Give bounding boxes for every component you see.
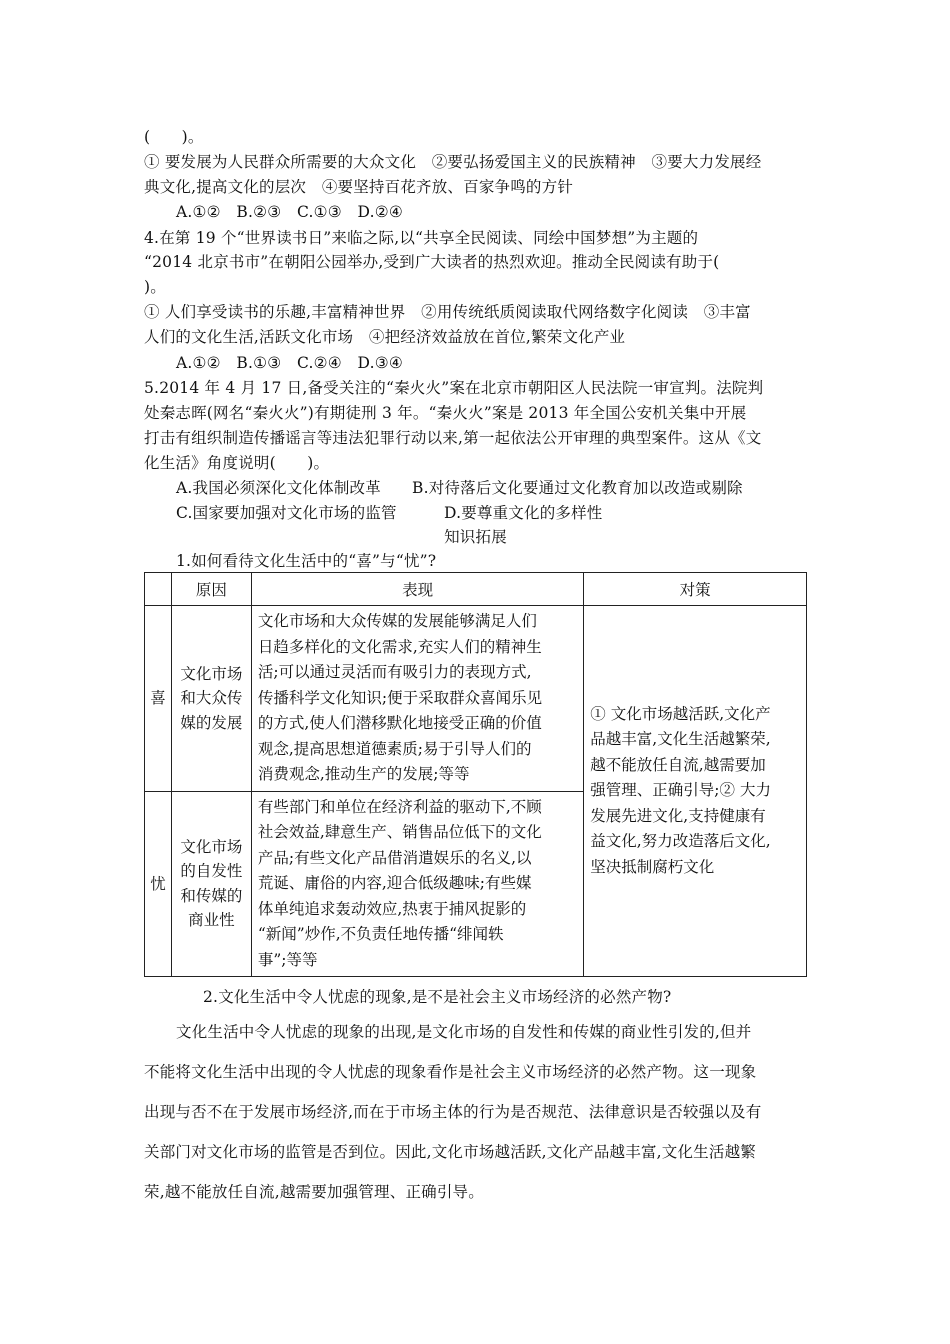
header-countermeasure: 对策 [584, 573, 807, 606]
k2-paragraph-line4: 关部门对文化市场的监管是否到位。因此,文化市场越活跃,文化产品越丰富,文化生活越繁 [144, 1143, 756, 1161]
row-label-worry: 忧 [145, 791, 172, 977]
countermeasure-line: 品越丰富,文化生活越繁荣, [590, 730, 771, 749]
cause-worry [171, 791, 251, 977]
cause-line: 和传媒的 [180, 886, 243, 905]
countermeasure-cell [584, 606, 807, 977]
q5-choice-a: A.我国必须深化文化体制改革 [176, 479, 381, 497]
performance-line: 有些部门和单位在经济利益的驱动下,不顾 [257, 797, 542, 816]
performance-line: 的方式,使人们潜移默化地接受正确的价值 [257, 714, 542, 732]
q5-line3: 打击有组织制造传播谣言等违法犯罪行动以来,第一起依法公开审理的典型案件。这从《文 [144, 429, 762, 447]
performance-line: 消费观念,推动生产的发展;等等 [257, 765, 470, 783]
table-row-joy [145, 606, 807, 792]
performance-line: “新闻”炒作,不负责任地传播“绯闻轶 [257, 925, 504, 943]
q4-options-line1: ① 人们享受读书的乐趣,丰富精神世界 ②用传统纸质阅读取代网络数字化阅读 ③丰富 [144, 303, 751, 321]
performance-line: 活;可以通过灵活而有吸引力的表现方式, [257, 663, 532, 681]
q4-line3: )。 [144, 278, 166, 296]
cause-line: 文化市场 [180, 837, 243, 856]
cause-line: 商业性 [188, 911, 235, 930]
performance-line: 观念,提高思想道德素质;易于引导人们的 [257, 739, 532, 758]
section-title: 知识拓展 [444, 528, 507, 546]
cause-line: 和大众传 [180, 689, 243, 707]
row-label-joy: 喜 [145, 606, 172, 792]
table-header-row [145, 573, 807, 606]
q5-line1: 5.2014 年 4 月 17 日,备受关注的“秦火火”案在北京市朝阳区人民法院一审宣判。法院判 [144, 379, 764, 397]
k2-paragraph-line1: 文化生活中令人忧虑的现象的出现,是文化市场的自发性和传媒的商业性引发的,但并 [176, 1023, 752, 1041]
q3-options-line1: ① 要发展为人民群众所需要的大众文化 ②要弘扬爱国主义的民族精神 ③要大力发展经 [144, 153, 762, 171]
k1-title: 1.如何看待文化生活中的“喜”与“忧”? [176, 552, 437, 570]
performance-joy [251, 606, 583, 792]
cause-line: 的自发性 [180, 862, 243, 881]
q4-choices: A.①② B.①③ C.②④ D.③④ [176, 354, 403, 372]
performance-line: 日趋多样化的文化需求,充实人们的精神生 [257, 637, 542, 656]
k2-title: 2.文化生活中令人忧虑的现象,是不是社会主义市场经济的必然产物? [203, 988, 672, 1006]
q5-choice-b: B.对待落后文化要通过文化教育加以改造或剔除 [412, 479, 743, 497]
performance-line: 社会效益,肆意生产、销售品位低下的文化 [257, 823, 542, 841]
cause-line: 媒的发展 [180, 713, 243, 732]
cause-joy [171, 606, 251, 792]
countermeasure-line: 益文化,努力改造落后文化, [590, 832, 771, 851]
countermeasure-line: 坚决抵制腐朽文化 [590, 857, 715, 876]
q3-stem-end: ( )。 [144, 128, 204, 146]
performance-line: 传播科学文化知识;便于采取群众喜闻乐见 [257, 688, 543, 707]
header-blank [145, 573, 172, 606]
performance-line: 荒诞、庸俗的内容,迎合低级趣味;有些媒 [257, 874, 532, 892]
performance-line: 体单纯追求轰动效应,热衷于捕风捉影的 [257, 899, 527, 918]
countermeasure-line: 越不能放任自流,越需要加 [590, 755, 766, 774]
performance-line: 事”;等等 [257, 950, 318, 969]
q3-options-line2: 典文化,提高文化的层次 ④要坚持百花齐放、百家争鸣的方针 [144, 178, 574, 196]
header-performance: 表现 [251, 573, 583, 606]
k2-paragraph-line3: 出现与否不在于发展市场经济,而在于市场主体的行为是否规范、法律意识是否较强以及有 [144, 1103, 762, 1121]
q4-line1: 4.在第 19 个“世界读书日”来临之际,以“共享全民阅读、同绘中国梦想”为主题的 [144, 229, 699, 247]
countermeasure-line: 发展先进文化,支持健康有 [590, 806, 766, 825]
performance-worry [251, 791, 583, 977]
k2-paragraph-line5: 荣,越不能放任自流,越需要加强管理、正确引导。 [144, 1183, 484, 1201]
joy-worry-table [144, 572, 807, 977]
q5-line2: 处秦志晖(网名“秦火火”)有期徒刑 3 年。“秦火火”案是 2013 年全国公安机关集中开展 [144, 404, 747, 422]
cause-line: 文化市场 [180, 664, 243, 683]
q5-line4: 化生活》角度说明( )。 [144, 454, 330, 472]
header-cause: 原因 [171, 573, 251, 606]
countermeasure-line: ① 文化市场越活跃,文化产 [590, 704, 771, 723]
performance-line: 产品;有些文化产品借消遣娱乐的名义,以 [257, 848, 532, 867]
q3-choices: A.①② B.②③ C.①③ D.②④ [176, 203, 403, 221]
q5-choice-c: C.国家要加强对文化市场的监管 [176, 504, 397, 522]
performance-line: 文化市场和大众传媒的发展能够满足人们 [257, 612, 537, 630]
k2-paragraph-line2: 不能将文化生活中出现的令人忧虑的现象看作是社会主义市场经济的必然产物。这一现象 [144, 1063, 757, 1081]
countermeasure-line: 强管理、正确引导;② 大力 [590, 781, 771, 800]
q4-line2: “2014 北京书市”在朝阳公园举办,受到广大读者的热烈欢迎。推动全民阅读有助于( [144, 253, 720, 271]
q4-options-line2: 人们的文化生活,活跃文化市场 ④把经济效益放在首位,繁荣文化产业 [144, 328, 626, 346]
q5-choice-d: D.要尊重文化的多样性 [444, 504, 603, 522]
